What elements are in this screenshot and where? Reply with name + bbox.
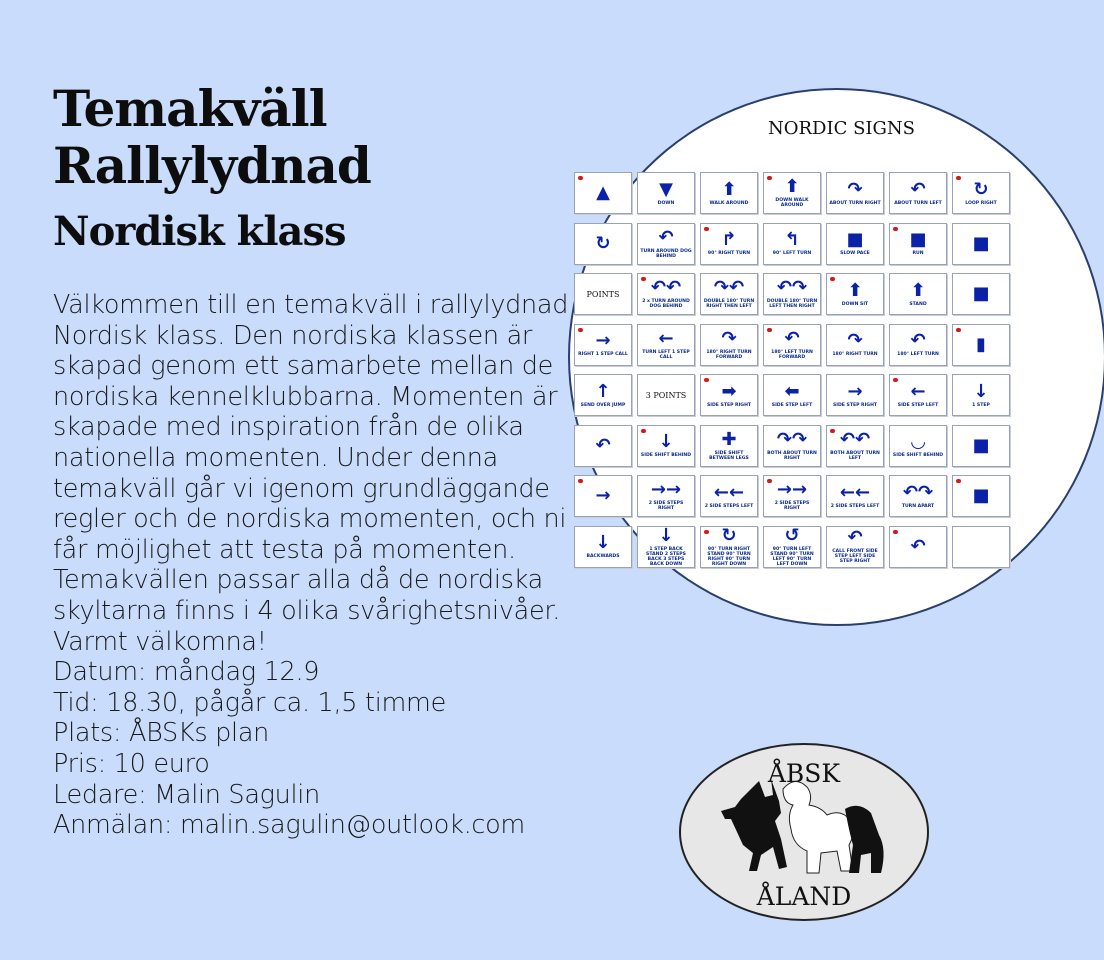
- rally-sign: [952, 475, 1010, 517]
- sign-arrow-icon: ■: [909, 229, 927, 250]
- rally-sign: [700, 273, 758, 315]
- sign-arrow-icon: ➡: [721, 380, 737, 402]
- rally-sign: [826, 273, 884, 315]
- rally-sign: [826, 223, 884, 265]
- sign-marker-icon: [767, 176, 772, 180]
- sign-caption: DOWN WALK AROUND: [775, 198, 809, 208]
- rally-sign: [952, 324, 1010, 366]
- sign-caption: 90° LEFT TURN: [772, 251, 812, 256]
- rally-sign: [700, 324, 758, 366]
- rally-sign: [826, 374, 884, 416]
- intro-paragraph: Välkommen till en temakväll i rallylydnad Nordisk klass. Den nordiska klassen är skapad genom ett samarbete mellan de nordiska kennelklubbarna. Momenten är skapade med inspiration från de olika nationella momenten. Under denna temakväll går vi igenom grundläggande regler och de nordiska momenten, och ni får möjlighet att testa på momenten. Temakvällen passar alla då de nordiska skyltarna finns i 4 olika svårighetsnivåer. Varmt välkomna!: [53, 290, 569, 657]
- sign-caption: CALL FRONT SIDE STEP LEFT SIDE STEP RIGHT: [832, 549, 878, 564]
- event-time: Tid: 18.30, pågår ca. 1,5 timme: [53, 687, 446, 718]
- sign-arrow-icon: ↑: [595, 380, 611, 402]
- title-line-1: Temakväll: [53, 79, 327, 138]
- sign-caption: 2 SIDE STEPS RIGHT: [648, 501, 684, 511]
- sign-caption: BACKWARDS: [586, 554, 620, 559]
- rally-sign: [763, 475, 821, 517]
- event-price: Pris: 10 euro: [53, 748, 210, 779]
- sign-caption: 90° TURN RIGHT STAND 90° TURN RIGHT 90° TURN RIGHT DOWN: [707, 546, 751, 567]
- rally-sign: [763, 273, 821, 315]
- sign-marker-icon: [956, 479, 961, 483]
- sign-arrow-icon: ↶↷: [902, 481, 934, 503]
- dogs-silhouette-icon: [721, 775, 891, 885]
- sign-arrow-icon: ▮: [976, 333, 986, 355]
- sign-arrow-icon: ◡: [911, 431, 925, 452]
- sign-caption: 2 x TURN AROUND DOG BEHIND: [642, 299, 690, 309]
- sign-caption: TURN AROUND DOG BEHIND: [640, 248, 692, 259]
- sign-caption: BOTH ABOUT TURN LEFT: [830, 450, 880, 461]
- sign-marker-icon: [641, 429, 646, 433]
- rally-sign: [952, 273, 1010, 315]
- sign-arrow-icon: ↰: [784, 229, 800, 250]
- rally-sign: [952, 374, 1010, 416]
- sign-caption: 180° LEFT TURN: [897, 352, 939, 357]
- nordic-signs-image: [570, 90, 1104, 624]
- rally-sign: [700, 172, 758, 214]
- sign-caption: SLOW PACE: [840, 251, 870, 256]
- rally-sign: [763, 223, 821, 265]
- club-logo: [679, 743, 929, 921]
- sign-caption: TURN APART: [901, 503, 935, 509]
- sign-arrow-icon: ↱: [721, 229, 737, 250]
- sign-caption: 1 STEP: [972, 402, 990, 408]
- sign-arrow-icon: ⬆: [910, 279, 926, 301]
- rally-sign: [889, 223, 947, 265]
- sign-arrow-icon: ↶: [595, 434, 611, 456]
- sign-caption: 180° LEFT TURN FORWARD: [771, 349, 813, 360]
- rally-sign: [889, 273, 947, 315]
- rally-sign: [763, 526, 821, 568]
- sign-arrow-icon: ■: [972, 232, 990, 254]
- sign-marker-icon: [704, 530, 709, 534]
- sign-arrow-icon: →→: [650, 479, 682, 500]
- logo-top-text: ÅBSK: [767, 759, 841, 788]
- poster-title: [53, 80, 371, 194]
- rally-sign: [700, 223, 758, 265]
- sign-marker-icon: [578, 479, 583, 483]
- sign-marker-icon: [704, 227, 709, 231]
- sign-caption: POINTS: [586, 289, 620, 299]
- rally-sign: [889, 425, 947, 467]
- sign-arrow-icon: ■: [972, 434, 990, 456]
- rally-sign: [889, 172, 947, 214]
- sign-marker-icon: [830, 277, 835, 281]
- sign-arrow-icon: →→: [776, 479, 808, 500]
- rally-sign: [700, 475, 758, 517]
- sign-caption: LOOP RIGHT: [965, 200, 997, 206]
- event-place: Plats: ÅBSKs plan: [53, 718, 270, 749]
- title-line-2: Rallylydnad: [53, 136, 371, 195]
- rally-sign: [889, 526, 947, 568]
- sign-caption: DOWN SIT: [841, 301, 869, 307]
- sign-arrow-icon: ■: [846, 229, 864, 250]
- rally-sign: [574, 172, 632, 214]
- sign-caption: 3 POINTS: [645, 390, 687, 400]
- rally-sign: [637, 425, 695, 467]
- sign-arrow-icon: ↻: [595, 232, 611, 254]
- sign-arrow-icon: ⬆: [784, 176, 800, 197]
- sign-arrow-icon: ✚: [721, 428, 737, 450]
- sign-arrow-icon: ↓: [658, 524, 674, 546]
- rally-sign: [637, 273, 695, 315]
- rally-sign: [574, 374, 632, 416]
- sign-arrow-icon: →: [847, 380, 863, 402]
- sign-caption: STAND: [909, 301, 927, 307]
- sign-caption: DOWN: [657, 200, 675, 206]
- sign-marker-icon: [893, 378, 898, 382]
- sign-marker-icon: [704, 378, 709, 382]
- rally-sign: [763, 425, 821, 467]
- sign-marker-icon: [893, 227, 898, 231]
- rally-sign: [574, 475, 632, 517]
- rally-sign: [826, 425, 884, 467]
- sign-caption: 90° TURN LEFT STAND 90° TURN LEFT 90° TURN LEFT DOWN: [770, 546, 814, 567]
- sign-marker-icon: [830, 429, 835, 433]
- rally-sign: [952, 425, 1010, 467]
- event-signup: Anmälan: malin.sagulin@outlook.com: [53, 810, 525, 841]
- rally-sign: [574, 526, 632, 568]
- event-leader: Ledare: Malin Sagulin: [53, 779, 320, 810]
- sign-arrow-icon: →: [595, 330, 611, 351]
- rally-sign: [889, 324, 947, 366]
- rally-sign: [826, 526, 884, 568]
- rally-sign: [637, 526, 695, 568]
- sign-caption: DOUBLE 180° TURN RIGHT THEN LEFT: [703, 299, 755, 309]
- sign-caption: RUN: [912, 251, 924, 256]
- sign-grid: [574, 172, 1010, 568]
- sign-arrow-icon: ↶↶: [839, 428, 871, 450]
- sign-arrow-icon: ↷↶: [713, 277, 745, 298]
- rally-sign: [574, 223, 632, 265]
- sign-arrow-icon: ↶: [658, 226, 674, 248]
- sign-marker-icon: [893, 530, 898, 534]
- sign-marker-icon: [767, 328, 772, 332]
- event-date: Datum: måndag 12.9: [53, 657, 320, 688]
- sign-caption: RIGHT 1 STEP CALL: [578, 352, 628, 357]
- sign-arrow-icon: ▲: [596, 182, 610, 203]
- sign-arrow-icon: ↻: [973, 178, 989, 200]
- sign-arrow-icon: ■: [972, 485, 990, 506]
- rally-sign: [700, 425, 758, 467]
- rally-sign: [889, 374, 947, 416]
- rally-sign: [637, 475, 695, 517]
- sign-caption: SIDE STEP RIGHT: [706, 402, 752, 408]
- sign-arrow-icon: ↶: [910, 178, 926, 200]
- rally-sign: [763, 172, 821, 214]
- sign-caption: BOTH ABOUT TURN RIGHT: [767, 450, 817, 461]
- event-description: [53, 290, 573, 841]
- rally-sign: [826, 475, 884, 517]
- sign-caption: 90° RIGHT TURN: [707, 251, 751, 256]
- sign-arrow-icon: ⬆: [721, 178, 737, 200]
- sign-marker-icon: [641, 277, 646, 281]
- sign-arrow-icon: ←: [658, 327, 674, 349]
- sign-arrow-icon: ↓: [658, 431, 674, 452]
- sign-caption: TURN LEFT 1 STEP CALL: [642, 349, 690, 360]
- sign-arrow-icon: ↶: [910, 535, 926, 557]
- rally-sign: [637, 172, 695, 214]
- rally-sign: [889, 475, 947, 517]
- sign-arrow-icon: ↻: [721, 524, 737, 546]
- rally-sign: [826, 324, 884, 366]
- rally-sign: [952, 223, 1010, 265]
- sign-caption: SIDE SHIFT BEHIND: [892, 453, 944, 458]
- sign-marker-icon: [767, 479, 772, 483]
- signs-heading: NORDIC SIGNS: [768, 118, 915, 139]
- sign-marker-icon: [956, 176, 961, 180]
- sign-arrow-icon: ↷: [847, 330, 863, 351]
- sign-caption: SIDE SHIFT BEHIND: [640, 453, 692, 458]
- rally-sign: [637, 223, 695, 265]
- sign-arrow-icon: ↓: [595, 532, 611, 553]
- sign-arrow-icon: ←←: [839, 481, 871, 503]
- sign-arrow-icon: ↶↶: [650, 277, 682, 298]
- sign-arrow-icon: ↶: [784, 327, 800, 349]
- rally-sign: [637, 374, 695, 416]
- rally-sign: [574, 425, 632, 467]
- sign-caption: SEND OVER JUMP: [580, 402, 626, 408]
- sign-arrow-icon: ■: [972, 283, 990, 304]
- sign-caption: DOUBLE 180° TURN LEFT THEN RIGHT: [766, 299, 818, 309]
- sign-arrow-icon: ⬆: [847, 279, 863, 301]
- logo-bottom-text: ÅLAND: [756, 882, 852, 911]
- sign-caption: 180° RIGHT TURN: [832, 352, 878, 357]
- sign-marker-icon: [578, 328, 583, 332]
- sign-caption: SIDE STEP RIGHT: [832, 402, 878, 408]
- rally-sign: [574, 324, 632, 366]
- sign-arrow-icon: ↷: [721, 327, 737, 349]
- sign-caption: 2 SIDE STEPS LEFT: [830, 503, 880, 509]
- sign-arrow-icon: →: [595, 485, 611, 506]
- rally-sign: [952, 172, 1010, 214]
- sign-caption: 180° RIGHT TURN FORWARD: [706, 349, 752, 360]
- sign-arrow-icon: ↷↷: [776, 428, 808, 450]
- rally-sign: [700, 374, 758, 416]
- rally-sign: [826, 172, 884, 214]
- sign-caption: WALK AROUND: [709, 200, 749, 206]
- poster-subtitle: Nordisk klass: [53, 208, 346, 255]
- rally-sign: [700, 526, 758, 568]
- sign-arrow-icon: ▼: [659, 178, 673, 200]
- sign-marker-icon: [578, 176, 583, 180]
- sign-arrow-icon: ←←: [713, 481, 745, 503]
- rally-sign: [763, 374, 821, 416]
- sign-caption: 2 SIDE STEPS RIGHT: [774, 501, 810, 511]
- sign-arrow-icon: ←: [910, 380, 926, 402]
- rally-sign: [637, 324, 695, 366]
- sign-caption: 1 STEP BACK STAND 2 STEPS BACK 3 STEPS BACK DOWN: [646, 546, 686, 567]
- sign-caption: SIDE STEP LEFT: [897, 402, 939, 408]
- sign-arrow-icon: ↶↷: [776, 277, 808, 298]
- rally-sign: [574, 273, 632, 315]
- sign-arrow-icon: ↶: [847, 527, 863, 548]
- sign-caption: SIDE STEP LEFT: [771, 402, 813, 408]
- rally-sign: [763, 324, 821, 366]
- sign-caption: ABOUT TURN RIGHT: [829, 200, 881, 206]
- sign-arrow-icon: ⬅: [784, 380, 800, 402]
- sign-arrow-icon: ↓: [973, 380, 989, 402]
- sign-arrow-icon: ↶: [910, 330, 926, 351]
- sign-marker-icon: [956, 328, 961, 332]
- sign-arrow-icon: ↺: [784, 524, 800, 546]
- sign-caption: ABOUT TURN LEFT: [894, 200, 942, 206]
- sign-caption: 2 SIDE STEPS LEFT: [704, 503, 754, 509]
- sign-arrow-icon: ↷: [847, 178, 863, 200]
- sign-caption: SIDE SHIFT BETWEEN LEGS: [709, 450, 749, 461]
- rally-sign: [952, 526, 1010, 568]
